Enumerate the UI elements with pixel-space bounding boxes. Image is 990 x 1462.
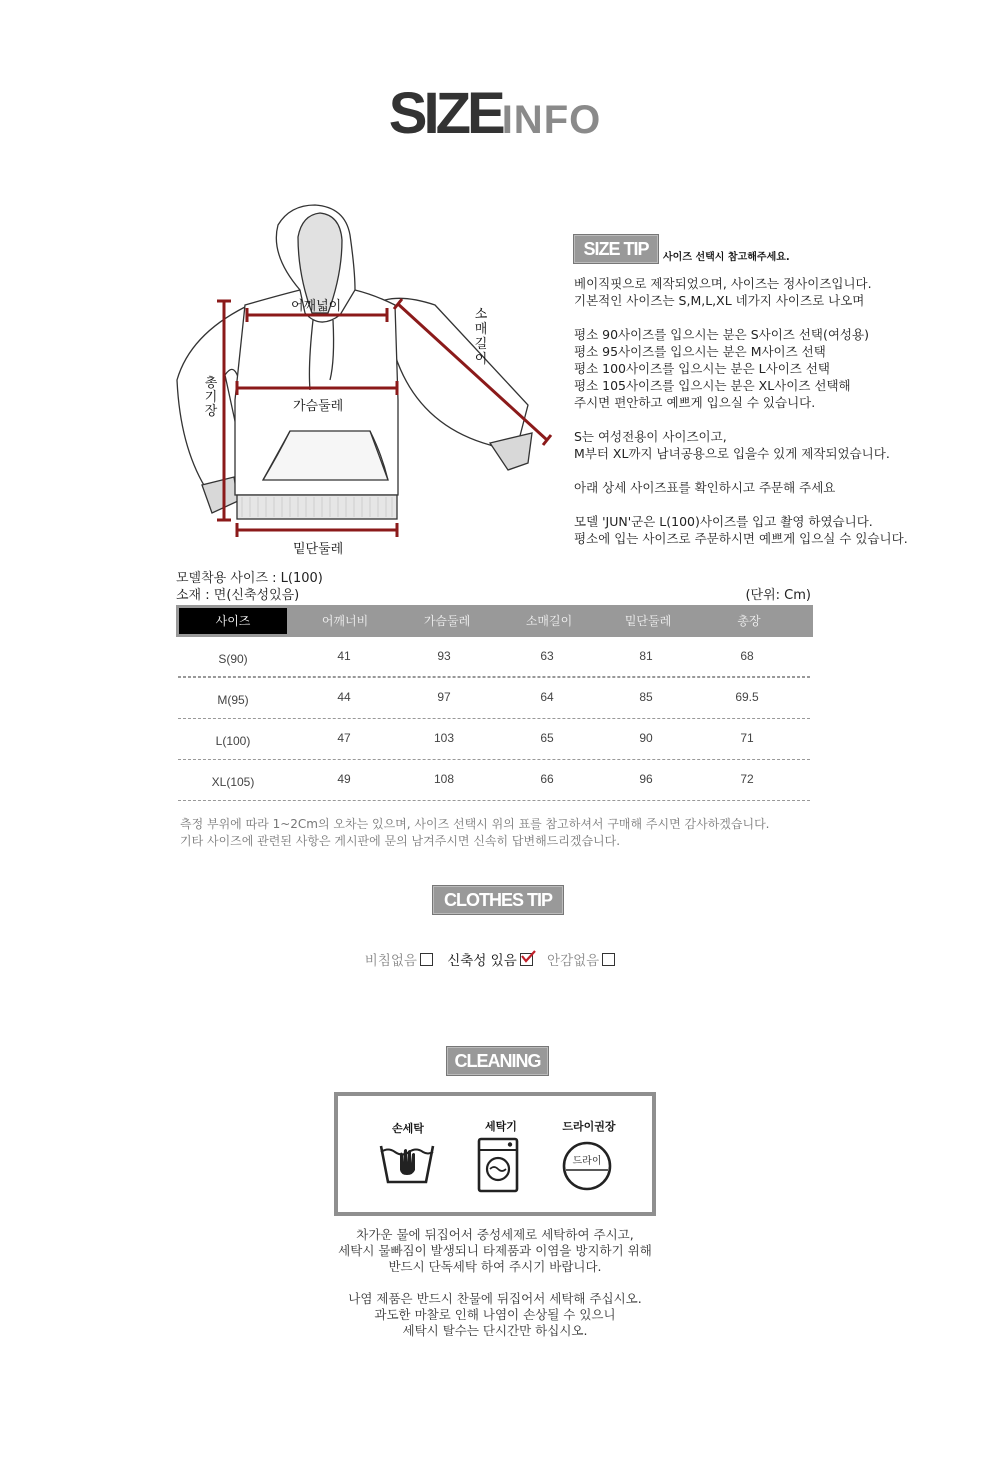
measurement-notes (180, 816, 769, 850)
header-chest: 가슴둘레 (423, 614, 471, 628)
material-info: 소재 : 면(신축성있음) (176, 588, 300, 603)
cell-length: 72 (740, 772, 754, 786)
cell-size: XL(105) (211, 775, 255, 789)
cell-hem: 90 (639, 731, 653, 745)
size-table-header (176, 605, 813, 637)
cell-sleeve: 63 (540, 649, 554, 663)
label-length-char: 기 (204, 390, 218, 405)
cell-size: S(90) (218, 652, 248, 666)
tip-line: 평소 95사이즈를 입으시는 분은 M사이즈 선택 (574, 344, 826, 359)
tip-line (574, 411, 974, 428)
checkbox-no-see-through (420, 953, 433, 966)
option-no-lining: 안감없음 (547, 953, 600, 969)
tip-line (574, 496, 974, 513)
size-tip-text (574, 275, 974, 547)
tip-line: 아래 상세 사이즈표를 확인하시고 주문해 주세요 (574, 480, 836, 495)
cell-sleeve: 64 (540, 690, 554, 704)
care-line: 나염 제품은 반드시 찬물에 뒤집어서 세탁해 주십시오. (348, 1291, 642, 1306)
clothes-options (0, 949, 990, 969)
header-shoulder: 어깨너비 (321, 614, 369, 628)
tip-line: 평소에 입는 사이즈로 주문하시면 예쁘게 입으실 수 있습니다. (574, 531, 908, 546)
tip-line: 모델 'JUN'군은 L(100)사이즈를 입고 촬영 하였습니다. (574, 514, 873, 529)
cell-size: M(95) (217, 693, 249, 707)
cell-length: 69.5 (735, 690, 759, 704)
cell-shoulder: 44 (337, 690, 351, 704)
title-sub: INFO (501, 98, 602, 142)
cell-sleeve: 65 (540, 731, 554, 745)
label-sleeve-char: 소 (474, 307, 488, 322)
cell-hem: 96 (639, 772, 653, 786)
cell-size: L(100) (215, 734, 251, 748)
tip-line (574, 309, 974, 326)
row-divider (178, 676, 810, 677)
tip-line: 주시면 편안하고 예쁘게 입으실 수 있습니다. (574, 395, 816, 410)
label-sleeve (473, 307, 489, 367)
tip-line: 베이직핏으로 제작되었으며, 사이즈는 정사이즈입니다. (574, 276, 872, 291)
label-chest: 가슴둘레 (293, 399, 344, 414)
tip-line: 평소 100사이즈를 입으시는 분은 L사이즈 선택 (574, 361, 830, 376)
label-sleeve-char: 길 (474, 337, 488, 352)
hoodie-diagram (150, 195, 570, 565)
size-tip-tag: SIZE TIP (573, 234, 659, 264)
cell-chest: 103 (433, 731, 455, 745)
care-line: 과도한 마찰로 인해 나염이 손상될 수 있으니 (374, 1307, 616, 1322)
header-sleeve: 소매길이 (525, 614, 573, 628)
option-no-see-through: 비침없음 (364, 953, 417, 969)
machine-wash-label: 세탁기 (485, 1120, 517, 1133)
checkbox-stretch (520, 953, 533, 966)
note-line: 기타 사이즈에 관련된 사항은 게시판에 문의 남겨주시면 신속히 답변해드리겠습니다. (180, 834, 621, 848)
care-line: 세탁시 물빠짐이 발생되니 타제품과 이염을 방지하기 위해 (338, 1243, 652, 1258)
care-line: 반드시 단독세탁 하여 주시기 바랍니다. (388, 1259, 602, 1274)
dry-clean-label: 드라이권장 (562, 1120, 616, 1133)
cell-sleeve: 66 (540, 772, 554, 786)
care-line (0, 1275, 990, 1291)
unit-label: (단위: Cm) (745, 588, 811, 603)
tip-line: 평소 105사이즈를 입으시는 분은 XL사이즈 선택해 (574, 378, 851, 393)
washing-machine-icon (476, 1136, 520, 1194)
cell-chest: 108 (433, 772, 455, 786)
option-stretch: 신축성 있음 (447, 953, 517, 969)
header-size: 사이즈 (179, 608, 287, 634)
tip-line (574, 462, 974, 479)
header-length: 총장 (737, 614, 761, 628)
checkbox-no-lining (602, 953, 615, 966)
cell-length: 71 (740, 731, 754, 745)
cell-shoulder: 41 (337, 649, 351, 663)
title-main: SIZE (388, 81, 502, 146)
table-row (178, 637, 810, 678)
tip-line: 평소 90사이즈를 입으시는 분은 S사이즈 선택(여성용) (574, 327, 869, 342)
care-line: 세탁시 탈수는 단시간만 하십시오. (402, 1323, 588, 1338)
label-shoulder: 어깨넓이 (291, 299, 342, 314)
table-row (178, 678, 810, 719)
dry-clean-icon (561, 1140, 613, 1192)
cell-shoulder: 49 (337, 772, 351, 786)
size-tip-subtitle: 사이즈 선택시 참고해주세요. (663, 252, 790, 263)
cell-chest: 97 (437, 690, 451, 704)
cell-chest: 93 (437, 649, 451, 663)
cell-hem: 85 (639, 690, 653, 704)
note-line: 측정 부위에 따라 1~2Cm의 오차는 있으며, 사이즈 선택시 위의 표를 참고하셔서 구매해 주시면 감사하겠습니다. (180, 817, 770, 831)
tip-line: M부터 XL까지 남녀공용으로 입을수 있게 제작되었습니다. (574, 446, 890, 461)
cell-length: 68 (740, 649, 754, 663)
dry-clean-icon-text: 드라이 (572, 1156, 602, 1167)
tip-line: 기본적인 사이즈는 S,M,L,XL 네가지 사이즈로 나오며 (574, 293, 865, 308)
care-instructions (0, 1227, 990, 1339)
header-hem: 밑단둘레 (624, 614, 672, 628)
table-row (178, 719, 810, 760)
cleaning-tag: CLEANING (446, 1046, 549, 1076)
label-sleeve-char: 이 (474, 352, 488, 367)
label-length (203, 377, 219, 419)
label-length-char: 장 (204, 404, 218, 419)
check-icon (520, 950, 536, 964)
hand-wash-icon (378, 1140, 436, 1186)
label-length-char: 총 (204, 376, 218, 391)
hand-wash-label: 손세탁 (392, 1122, 424, 1135)
page-title (0, 80, 990, 147)
care-icons-panel (334, 1092, 656, 1216)
cell-shoulder: 47 (337, 731, 351, 745)
tip-line: S는 여성전용이 사이즈이고, (574, 429, 727, 444)
cell-hem: 81 (639, 649, 653, 663)
label-sleeve-char: 매 (474, 322, 488, 337)
label-hem: 밑단둘레 (293, 542, 344, 557)
table-row (178, 760, 810, 801)
care-line: 차가운 물에 뒤집어서 중성세제로 세탁하여 주시고, (356, 1227, 634, 1242)
clothes-tip-tag: CLOTHES TIP (432, 885, 564, 915)
model-size-info: 모델착용 사이즈 : L(100) (176, 571, 323, 586)
